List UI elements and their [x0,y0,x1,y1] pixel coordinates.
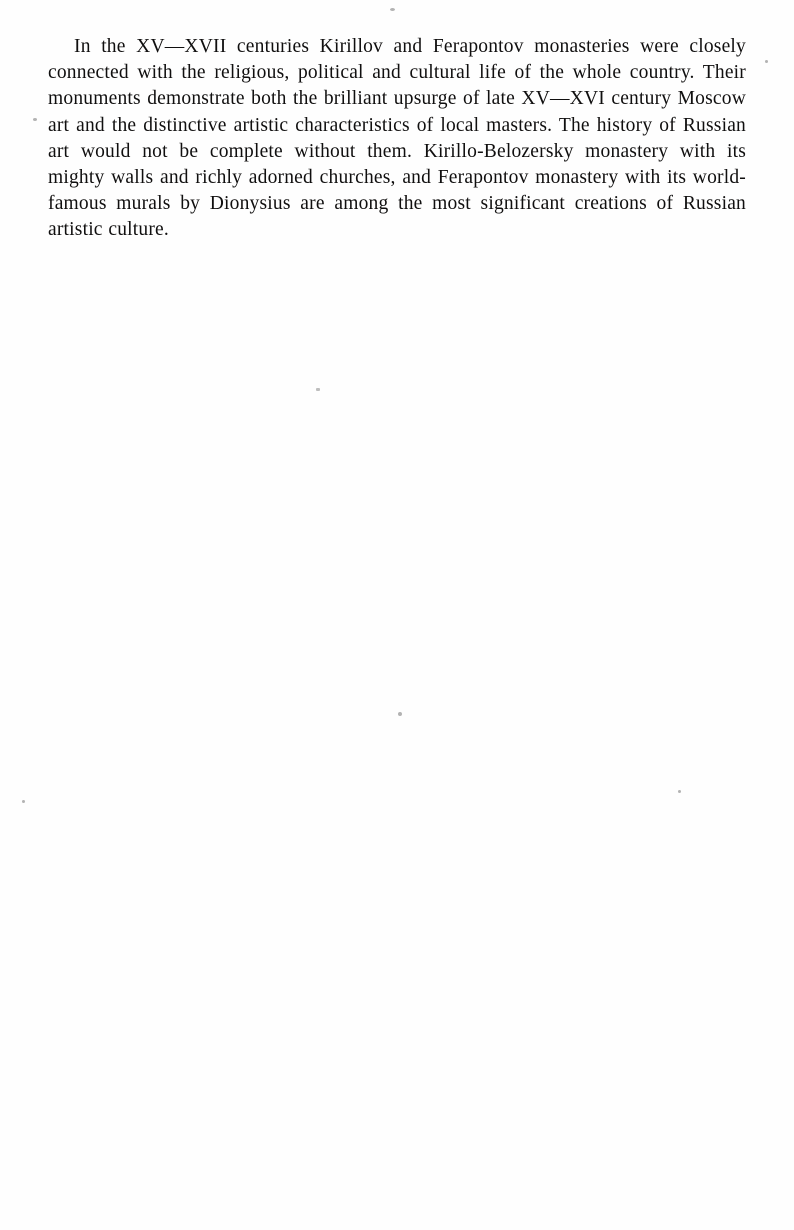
scan-speck-mid-page [316,388,320,391]
scan-speck-left-lower [22,800,25,803]
scan-speck-left-line4 [33,118,37,121]
scan-speck-right-lower [678,790,681,793]
text-column [48,34,746,244]
body-paragraph: In the XV—XVII centuries Kirillov and Ferapontov monasteries were closely connected with the religious, political and cultural life of the whole country. Their monuments demonstrate both the brilliant upsurge of late XV—XVI century Moscow art and the distinctive artistic characteristics of local masters. The history of Russian art would not be complete without them. Kirillo-Belozersky monastery with its mighty walls and richly adorned churches, and Ferapontov monastery with its world-famous murals by Dionysius are among the most significant creations of Russian artistic culture. [48,36,746,241]
scan-speck-lower-center [398,712,402,716]
scan-speck-top-center [390,8,395,11]
scan-speck-right-line1 [765,60,768,63]
